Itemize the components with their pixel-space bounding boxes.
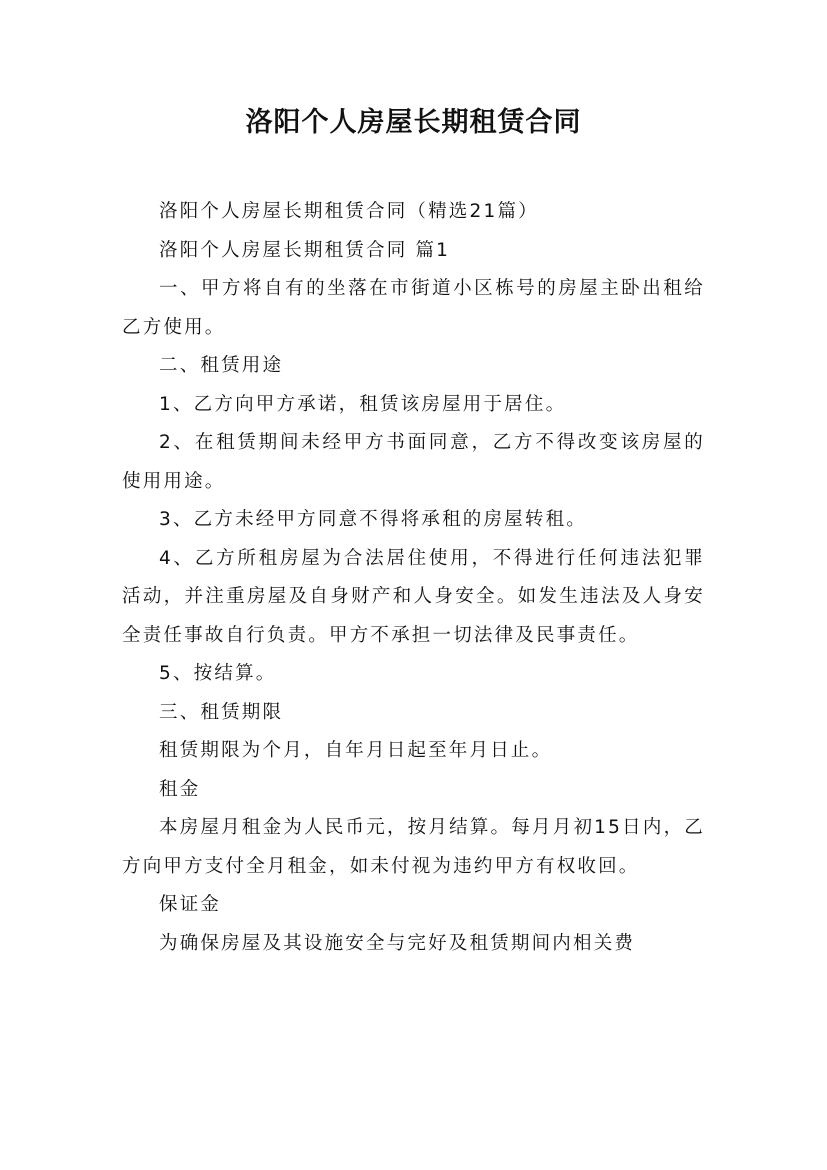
paragraph: 租金 bbox=[159, 778, 201, 800]
paragraph: 洛阳个人房屋长期租赁合同（精选21篇） bbox=[159, 201, 539, 222]
document-title: 洛阳个人房屋长期租赁合同 bbox=[245, 107, 582, 138]
paragraph: 2、在租赁期间未经甲方书面同意，乙方不得改变该房屋的使用用途。 bbox=[122, 432, 705, 492]
paragraph: 为确保房屋及其设施安全与完好及租赁期间内相关费 bbox=[159, 932, 636, 954]
paragraph: 一、甲方将自有的坐落在市街道小区栋号的房屋主卧出租给乙方使用。 bbox=[122, 278, 705, 338]
paragraph: 4、乙方所租房屋为合法居住使用，不得进行任何违法犯罪活动，并注重房屋及自身财产和人身安全。如发生违法及人身安全责任事故自行负责。甲方不承担一切法律及民事责任。 bbox=[122, 547, 705, 646]
paragraph: 1、乙方向甲方承诺，租赁该房屋用于居住。 bbox=[159, 393, 567, 415]
paragraph: 二、租赁用途 bbox=[159, 355, 284, 376]
paragraph: 洛阳个人房屋长期租赁合同 篇1 bbox=[159, 239, 451, 261]
paragraph: 三、租赁期限 bbox=[159, 701, 284, 723]
paragraph: 租赁期限为个月，自年月日起至年月日止。 bbox=[159, 740, 553, 761]
paragraph: 3、乙方未经甲方同意不得将承租的房屋转租。 bbox=[159, 509, 587, 530]
paragraph: 保证金 bbox=[159, 894, 222, 915]
paragraph: 5、按结算。 bbox=[159, 663, 277, 684]
paragraph: 本房屋月租金为人民币元，按月结算。每月月初15日内，乙方向甲方支付全月租金，如未付视为违约甲方有权收回。 bbox=[122, 817, 705, 877]
document-body bbox=[122, 193, 705, 963]
